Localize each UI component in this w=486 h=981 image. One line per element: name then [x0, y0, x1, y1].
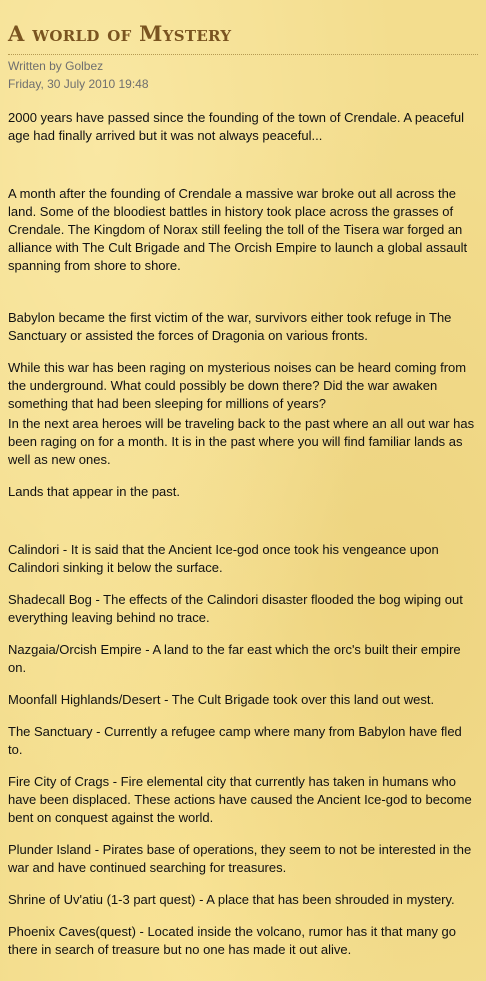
lands-heading: Lands that appear in the past.	[8, 484, 181, 499]
land-item-sanctuary: The Sanctuary - Currently a refugee camp where many from Babylon have fled to.	[8, 724, 462, 757]
intro-paragraph: 2000 years have passed since the founding of the town of Crendale. A peaceful age had finally arrived but it was not always peaceful...	[8, 110, 465, 143]
land-item-phoenix-caves: Phoenix Caves(quest) - Located inside the volcano, rumor has it that many go there in search of treasure but no one has made it out alive.	[8, 924, 457, 957]
land-item-calindori: Calindori - It is said that the Ancient Ice-god once took his vengeance upon Calindori sinking it below the surface.	[8, 542, 439, 575]
underground-paragraph: While this war has been raging on mysterious noises can be heard coming from the underground. What could possibly be down there? Did the war awaken something that had been sleeping for millions of years?	[8, 360, 467, 411]
land-item-plunder-island: Plunder Island - Pirates base of operations, they seem to not be interested in the war and have continued searching for treasures.	[8, 842, 472, 875]
land-item-nazgaia: Nazgaia/Orcish Empire - A land to the far east which the orc's built their empire on.	[8, 642, 461, 675]
article-body	[8, 109, 478, 959]
past-paragraph: In the next area heroes will be traveling back to the past where an all out war has been raging on for a month. It is in the past where you will find familiar lands as well as new ones.	[8, 416, 475, 467]
article-date: Friday, 30 July 2010 19:48	[8, 77, 149, 91]
land-item-moonfall: Moonfall Highlands/Desert - The Cult Brigade took over this land out west.	[8, 692, 435, 707]
land-item-fire-city: Fire City of Crags - Fire elemental city that currently has taken in humans who have been displaced. These actions have caused the Ancient Ice-god to become bent on conquest against the world.	[8, 774, 472, 825]
article-title: A world of Mystery	[8, 21, 232, 46]
title-divider	[8, 54, 478, 55]
war-paragraph: A month after the founding of Crendale a massive war broke out all across the land. Some of the bloodiest battles in history took place across the grasses of Crendale. The Kingdom of Norax still feeling the toll of the Tisera war forged an alliance with The Cult Brigade and The Orcish Empire to launch a global assault spanning from shore to shore.	[8, 186, 468, 273]
babylon-paragraph: Babylon became the first victim of the war, survivors either took refuge in The Sanctuary or assisted the forces of Dragonia on various fronts.	[8, 310, 452, 343]
land-item-shrine: Shrine of Uv'atiu (1-3 part quest) - A place that has been shrouded in mystery.	[8, 892, 455, 907]
article-author: Written by Golbez	[8, 59, 104, 73]
land-item-shadecall-bog: Shadecall Bog - The effects of the Calindori disaster flooded the bog wiping out everything leaving behind no trace.	[8, 592, 463, 625]
